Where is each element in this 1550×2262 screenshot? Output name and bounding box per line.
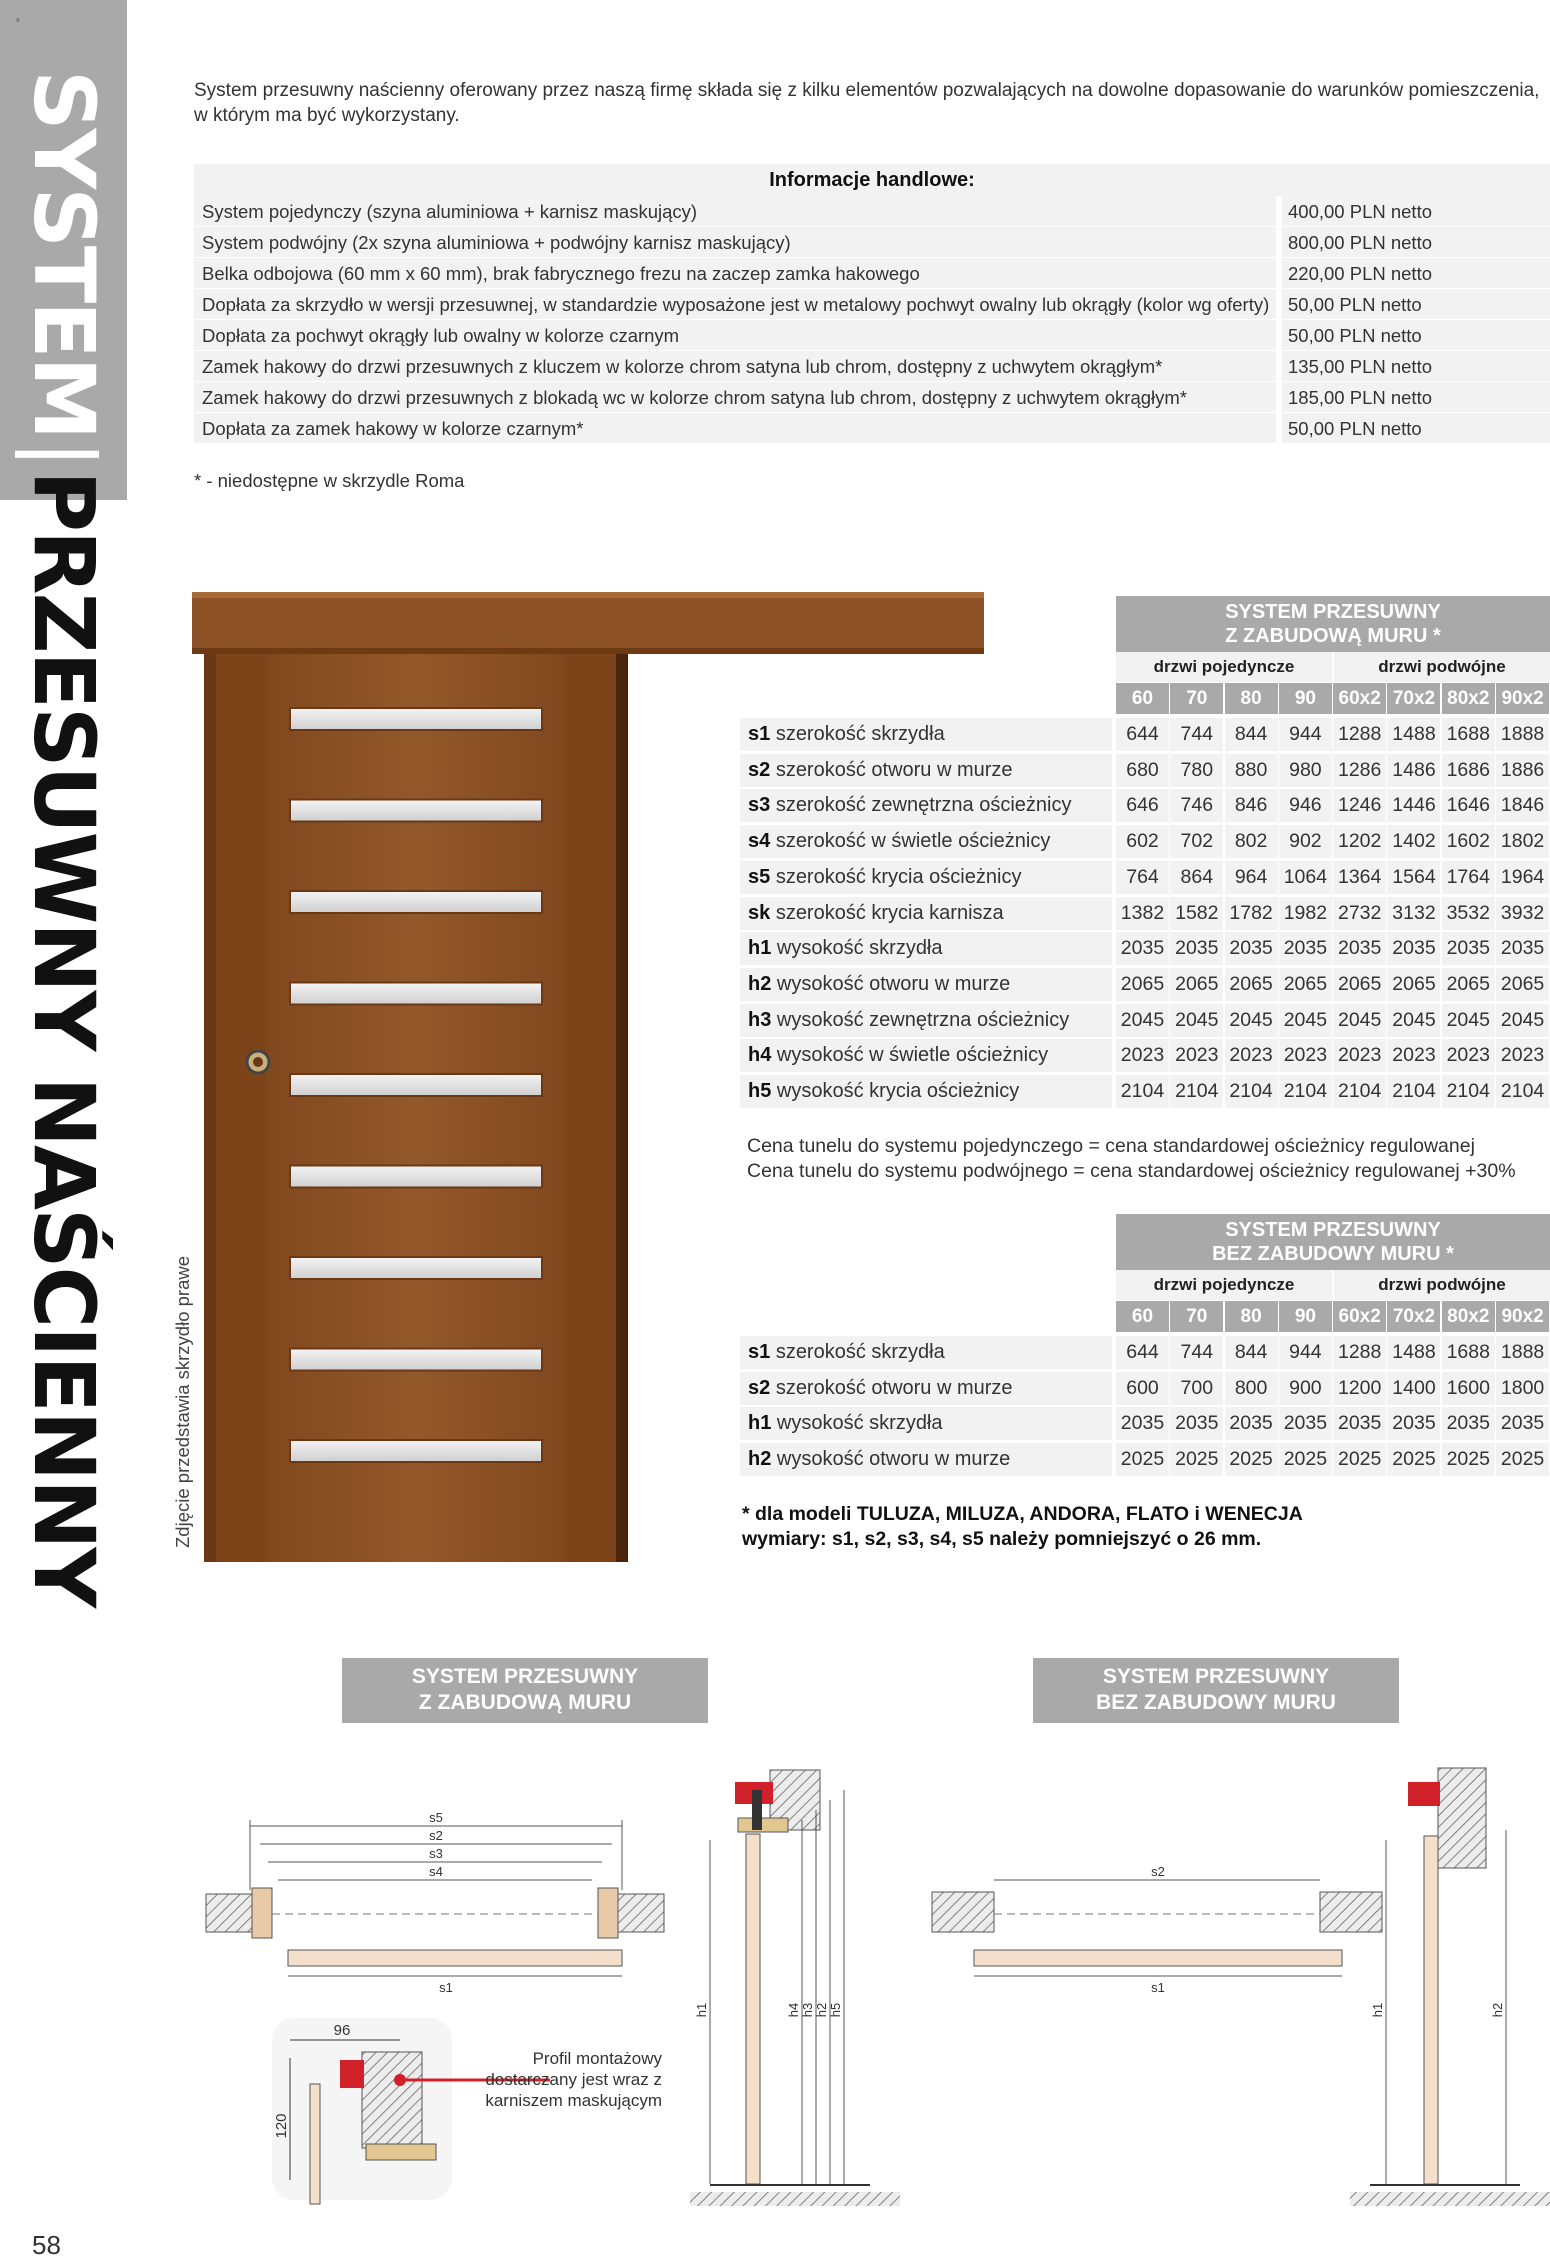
spec-value: 746 [1170,789,1223,822]
commercial-row [194,196,1550,227]
spec-row-code: s2 [748,1376,771,1399]
spec-value: 1202 [1333,825,1386,858]
spec-row [740,1336,1550,1369]
spec-value: 944 [1279,718,1332,751]
spec-value: 780 [1170,754,1223,787]
commercial-row [194,289,1550,320]
menu-icon: ≡ [16,18,20,24]
model-note [742,1502,1303,1552]
glass-strip [290,1166,542,1188]
spec-value: 2104 [1333,1075,1386,1108]
spec-row-label [740,861,1112,894]
dim-h1: h1 [694,2002,709,2018]
spec-value: 744 [1170,1336,1223,1369]
dim-s2: s2 [429,1828,443,1843]
spec-row-text: wysokość krycia ościeżnicy [776,1080,1020,1102]
size-header: 60x2 [1333,1301,1386,1332]
spec-value: 1646 [1442,789,1495,822]
spec-value: 2104 [1225,1075,1278,1108]
spec-value: 2104 [1116,1075,1169,1108]
spec-value: 1400 [1387,1372,1440,1405]
spec-row-label [740,897,1112,930]
size-header: 60 [1116,1301,1169,1332]
glass-strip [290,1440,542,1462]
spec-value: 2035 [1225,932,1278,965]
spec-value: 1846 [1496,789,1549,822]
spec-value: 2023 [1116,1039,1169,1072]
commercial-row [194,227,1550,258]
spec-value: 2023 [1496,1039,1549,1072]
spec-row-text: wysokość zewnętrzna ościeżnicy [776,1008,1070,1031]
dim-h4: h4 [786,2002,801,2018]
spec-value: 2035 [1170,932,1223,965]
commercial-price: 135,00 PLN netto [1282,351,1550,382]
spec-table-with-wall-heading [1116,596,1550,652]
size-header: 80 [1225,1301,1278,1332]
profile-width: 96 [333,2022,351,2039]
diagram-left-heading [342,1658,708,1723]
spec-value: 680 [1116,754,1169,787]
spec-row-text: wysokość otworu w murze [776,972,1011,995]
spec-value: 1688 [1442,1336,1495,1369]
spec-value: 2025 [1170,1443,1223,1476]
commercial-info-table [194,164,1550,444]
spec-value: 1964 [1496,861,1549,894]
commercial-item: System pojedynczy (szyna aluminiowa + karnisz maskujący) [194,196,1276,227]
size-header: 80x2 [1442,683,1495,714]
spec-row-code: h4 [748,1044,772,1067]
spec-table-without-wall-heading-line1: SYSTEM PRZESUWNY [1225,1219,1441,1241]
spec-row-label [740,789,1112,822]
size-header: 80x2 [1442,1301,1495,1332]
spec-value: 2023 [1279,1039,1332,1072]
spec-table-with-wall-heading-line1: SYSTEM PRZESUWNY [1225,601,1441,623]
spec-value: 600 [1116,1372,1169,1405]
spec-value: 2045 [1225,1004,1278,1037]
diagram-right-section [1350,1768,1550,2206]
spec-row [740,932,1550,965]
spec-value: 1200 [1333,1372,1386,1405]
spec-value: 2023 [1333,1039,1386,1072]
diagram-right-heading-line1: SYSTEM PRZESUWNY [1102,1665,1330,1688]
commercial-info-heading: Informacje handlowe: [194,164,1550,196]
spec-row-text: wysokość skrzydła [776,937,943,960]
spec-value: 980 [1279,754,1332,787]
spec-row-code: s1 [748,723,771,745]
spec-value: 902 [1279,825,1332,858]
spec-table-without-wall-heading [1116,1214,1550,1270]
spec-value: 2035 [1279,1407,1332,1440]
dim-s1: s1 [439,1980,453,1995]
commercial-item: Zamek hakowy do drzwi przesuwnych z kluczem w kolorze chrom satyna lub chrom, dostępny z uchwytem okrągłym* [194,351,1276,382]
spec-value: 2035 [1387,1407,1440,1440]
spec-value: 2104 [1442,1075,1495,1108]
spec-row-label [740,1004,1112,1037]
tunnel-note-single: Cena tunelu do systemu pojedynczego = cena standardowej ościeżnicy regulowanej [747,1135,1475,1157]
spec-value: 1888 [1496,1336,1549,1369]
spec-row-text: szerokość skrzydła [775,1341,945,1363]
spec-row-label [740,718,1112,751]
size-header-row [1116,1301,1550,1332]
spec-row-code: h2 [748,1448,772,1471]
dim-s5: s5 [429,1810,443,1825]
spec-row-text: szerokość otworu w murze [775,758,1013,781]
spec-value: 844 [1225,718,1278,751]
size-header: 70x2 [1387,683,1440,714]
spec-value: 644 [1116,1336,1169,1369]
spec-value: 1364 [1333,861,1386,894]
spec-value: 2035 [1496,932,1549,965]
spec-value: 2025 [1387,1443,1440,1476]
spec-value: 764 [1116,861,1169,894]
model-note-models: * dla modeli TULUZA, MILUZA, ANDORA, FLATO i WENECJA [742,1503,1303,1525]
spec-value: 2065 [1279,968,1332,1001]
tunnel-note-double: Cena tunelu do systemu podwójnego = cena standardowej ościeżnicy regulowanej +30% [747,1160,1516,1182]
spec-row-code: sk [748,901,771,924]
size-header: 80 [1225,683,1278,714]
commercial-price: 50,00 PLN netto [1282,413,1550,444]
spec-value: 2035 [1116,1407,1169,1440]
spec-table-with-wall-heading-line2: Z ZABUDOWĄ MURU * [1225,625,1441,647]
spec-table-without-wall-heading-line2: BEZ ZABUDOWY MURU * [1212,1243,1454,1265]
spec-row [740,861,1550,894]
dim-s3: s3 [429,1846,443,1861]
spec-value: 2023 [1170,1039,1223,1072]
technical-diagrams [190,1740,1550,2210]
spec-row-label [740,825,1112,858]
spec-value: 3132 [1387,897,1440,930]
spec-value: 1402 [1387,825,1440,858]
spec-value: 2065 [1116,968,1169,1001]
commercial-row [194,382,1550,413]
spec-row-label [740,1039,1112,1072]
spec-value: 2025 [1279,1443,1332,1476]
profile-height: 120 [273,2113,290,2139]
spec-row [740,1004,1550,1037]
diagram-left-section [690,1770,900,2206]
spec-value: 644 [1116,718,1169,751]
diagram-right-heading-line2: BEZ ZABUDOWY MURU [1096,1691,1336,1714]
spec-value: 1064 [1279,861,1332,894]
spec-row-code: h1 [748,937,772,960]
diagram-right-heading [1033,1658,1399,1723]
spec-value: 3532 [1442,897,1495,930]
spec-value: 802 [1225,825,1278,858]
commercial-price: 800,00 PLN netto [1282,227,1550,258]
spec-value: 1486 [1387,754,1440,787]
dim-h1-right: h1 [1370,2002,1385,2018]
spec-value: 946 [1279,789,1332,822]
spec-value: 1564 [1387,861,1440,894]
spec-value: 2104 [1496,1075,1549,1108]
spec-value: 2045 [1387,1004,1440,1037]
spec-value: 900 [1279,1372,1332,1405]
commercial-row [194,258,1550,289]
spec-value: 800 [1225,1372,1278,1405]
spec-row-text: wysokość skrzydła [776,1412,943,1435]
glass-strip [290,1349,542,1371]
spec-value: 1886 [1496,754,1549,787]
spec-row-label [740,1075,1112,1108]
dim-h3: h3 [800,2002,815,2018]
glass-strip [290,800,542,822]
sidebar-title-separator: | [15,440,113,467]
spec-row [740,718,1550,751]
spec-row [740,1039,1550,1072]
spec-row-text: wysokość otworu w murze [776,1448,1011,1471]
spec-value: 2025 [1442,1443,1495,1476]
commercial-row [194,413,1550,444]
spec-row-code: s5 [748,865,771,888]
spec-row [740,825,1550,858]
group-double-doors: drzwi podwójne [1334,1270,1550,1300]
size-header: 70x2 [1387,1301,1440,1332]
spec-table-without-wall [740,1214,1550,1484]
spec-value: 2035 [1387,932,1440,965]
spec-row [740,789,1550,822]
spec-value: 2045 [1442,1004,1495,1037]
spec-value: 2035 [1170,1407,1223,1440]
commercial-item: Dopłata za pochwyt okrągły lub owalny w kolorze czarnym [194,320,1276,351]
spec-value: 1888 [1496,718,1549,751]
spec-value: 1800 [1496,1372,1549,1405]
spec-row-code: h3 [748,1008,772,1031]
diagram-left-heading-line1: SYSTEM PRZESUWNY [411,1665,639,1688]
dim-s4: s4 [429,1864,443,1879]
size-header: 60x2 [1333,683,1386,714]
dim-h5: h5 [828,2002,843,2018]
spec-value: 700 [1170,1372,1223,1405]
spec-row-text: wysokość w świetle ościeżnicy [776,1044,1049,1067]
commercial-price: 185,00 PLN netto [1282,382,1550,413]
spec-value: 1382 [1116,897,1169,930]
size-header: 70 [1170,1301,1223,1332]
spec-value: 744 [1170,718,1223,751]
profile-detail [272,2018,550,2204]
commercial-item: Zamek hakowy do drzwi przesuwnych z blokadą wc w kolorze chrom satyna lub chrom, dostępny z uchwytem okrągłym* [194,382,1276,413]
spec-value: 2104 [1387,1075,1440,1108]
spec-row-code: s4 [748,830,771,853]
commercial-footnote: * - niedostępne w skrzydle Roma [194,470,465,491]
spec-value: 2025 [1225,1443,1278,1476]
spec-row-label [740,1336,1112,1369]
spec-value: 1688 [1442,718,1495,751]
spec-value: 2065 [1387,968,1440,1001]
commercial-item: Dopłata za skrzydło w wersji przesuwnej, w standardzie wyposażone jest w metalowy pochwyt owalny lub okrągły (kolor wg oferty) [194,289,1276,320]
spec-value: 2023 [1387,1039,1440,1072]
group-single-doors: drzwi pojedyncze [1116,1270,1332,1300]
spec-value: 2025 [1496,1443,1549,1476]
spec-row-text: szerokość w świetle ościeżnicy [775,830,1051,853]
diagram-left-heading-line2: Z ZABUDOWĄ MURU [418,1691,632,1714]
spec-table-with-wall [740,596,1550,1116]
spec-value: 2035 [1496,1407,1549,1440]
sidebar-title [15,70,113,1607]
spec-value: 2045 [1279,1004,1332,1037]
spec-value: 2065 [1442,968,1495,1001]
spec-value: 2035 [1333,1407,1386,1440]
spec-row [740,1443,1550,1476]
diagram-right-plan [932,1864,1382,1995]
spec-value: 1288 [1333,718,1386,751]
spec-value: 1246 [1333,789,1386,822]
spec-value: 1600 [1442,1372,1495,1405]
diagram-left-plan [206,1810,664,1995]
spec-value: 2732 [1333,897,1386,930]
spec-row-code: h1 [748,1412,772,1435]
dim-s2-right: s2 [1151,1864,1165,1879]
spec-value: 2065 [1496,968,1549,1001]
spec-value: 1582 [1170,897,1223,930]
spec-value: 2104 [1170,1075,1223,1108]
spec-value: 2035 [1116,932,1169,965]
spec-value: 1982 [1279,897,1332,930]
spec-value: 2023 [1225,1039,1278,1072]
spec-value: 1288 [1333,1336,1386,1369]
size-header: 90 [1279,683,1332,714]
spec-value: 2035 [1333,932,1386,965]
spec-value: 844 [1225,1336,1278,1369]
model-note-dimensions: wymiary: s1, s2, s3, s4, s5 należy pomniejszyć o 26 mm. [742,1528,1262,1550]
commercial-row [194,351,1550,382]
size-header: 60 [1116,683,1169,714]
sidebar-title-word2: PRZESUWNY NAŚCIENNY [15,470,113,1607]
spec-value: 2023 [1442,1039,1495,1072]
spec-value: 1764 [1442,861,1495,894]
commercial-item: System podwójny (2x szyna aluminiowa + podwójny karnisz maskujący) [194,227,1276,258]
spec-row-label [740,754,1112,787]
profile-note: Profil montażowy dostarczany jest wraz z karniszem maskującym [485,2049,662,2110]
glass-strip [290,708,542,730]
spec-value: 2045 [1116,1004,1169,1037]
spec-row-label [740,1407,1112,1440]
spec-value: 1446 [1387,789,1440,822]
spec-value: 1602 [1442,825,1495,858]
commercial-item: Dopłata za zamek hakowy w kolorze czarnym* [194,413,1276,444]
spec-row-text: szerokość zewnętrzna ościeżnicy [775,794,1072,817]
spec-value: 2025 [1333,1443,1386,1476]
spec-value: 3932 [1496,897,1549,930]
spec-row-code: h2 [748,972,772,995]
spec-value: 1488 [1387,1336,1440,1369]
glass-strip [290,983,542,1005]
glass-strip [290,891,542,913]
commercial-row [194,320,1550,351]
spec-value: 2035 [1442,932,1495,965]
spec-value: 1782 [1225,897,1278,930]
spec-row-text: szerokość krycia ościeżnicy [775,865,1022,888]
spec-value: 2045 [1496,1004,1549,1037]
dim-h2: h2 [814,2002,829,2018]
spec-value: 2065 [1170,968,1223,1001]
door-leaf [216,654,616,1562]
spec-row-text: szerokość krycia karnisza [775,901,1004,924]
size-header: 70 [1170,683,1223,714]
spec-value: 1488 [1387,718,1440,751]
sidebar-title-wrap [0,0,127,1830]
spec-row-code: s3 [748,794,771,817]
spec-value: 2025 [1116,1443,1169,1476]
spec-row [740,1075,1550,1108]
spec-row-code: s2 [748,758,771,781]
spec-value: 646 [1116,789,1169,822]
size-header: 90x2 [1496,683,1549,714]
spec-row-text: szerokość skrzydła [775,723,945,745]
spec-row [740,897,1550,930]
spec-value: 2035 [1442,1407,1495,1440]
group-single-doors: drzwi pojedyncze [1116,652,1332,682]
dim-s1-right: s1 [1151,1980,1165,1995]
dim-h2-right: h2 [1490,2002,1505,2018]
spec-value: 864 [1170,861,1223,894]
spec-value: 2104 [1279,1075,1332,1108]
commercial-price: 50,00 PLN netto [1282,320,1550,351]
spec-row-label [740,932,1112,965]
spec-row [740,1372,1550,1405]
commercial-price: 220,00 PLN netto [1282,258,1550,289]
size-header-row [1116,683,1550,714]
spec-value: 1286 [1333,754,1386,787]
glass-strip [290,1074,542,1096]
spec-value: 602 [1116,825,1169,858]
spec-row-label [740,1443,1112,1476]
spec-row-label [740,1372,1112,1405]
spec-value: 2065 [1225,968,1278,1001]
commercial-price: 50,00 PLN netto [1282,289,1550,320]
spec-value: 2035 [1225,1407,1278,1440]
commercial-price: 400,00 PLN netto [1282,196,1550,227]
size-header: 90 [1279,1301,1332,1332]
spec-value: 1802 [1496,825,1549,858]
spec-value: 2045 [1333,1004,1386,1037]
spec-value: 964 [1225,861,1278,894]
size-header: 90x2 [1496,1301,1549,1332]
spec-value: 880 [1225,754,1278,787]
spec-value: 846 [1225,789,1278,822]
spec-row-code: s1 [748,1341,771,1363]
spec-row-label [740,968,1112,1001]
sidebar-title-word1: SYSTEM [15,70,113,439]
spec-value: 2045 [1170,1004,1223,1037]
spec-row [740,968,1550,1001]
commercial-item: Belka odbojowa (60 mm x 60 mm), brak fabrycznego frezu na zaczep zamka hakowego [194,258,1276,289]
spec-value: 702 [1170,825,1223,858]
spec-row [740,1407,1550,1440]
group-double-doors: drzwi podwójne [1334,652,1550,682]
spec-row-text: szerokość otworu w murze [775,1376,1013,1399]
tunnel-notes [747,1134,1516,1184]
page-number: 58 [32,2230,61,2260]
intro-text: System przesuwny naścienny oferowany przez naszą firmę składa się z kilku elementów pozwalających na dowolne dopasowanie do warunków pomieszczenia, w którym ma być wykorzystany. [194,80,1540,126]
photo-caption: Zdjęcie przedstawia skrzydło prawe [172,1255,193,1548]
spec-value: 944 [1279,1336,1332,1369]
glass-strip [290,1257,542,1279]
spec-value: 2065 [1333,968,1386,1001]
spec-value: 1686 [1442,754,1495,787]
spec-row-code: h5 [748,1080,772,1102]
spec-value: 2035 [1279,932,1332,965]
spec-row [740,754,1550,787]
